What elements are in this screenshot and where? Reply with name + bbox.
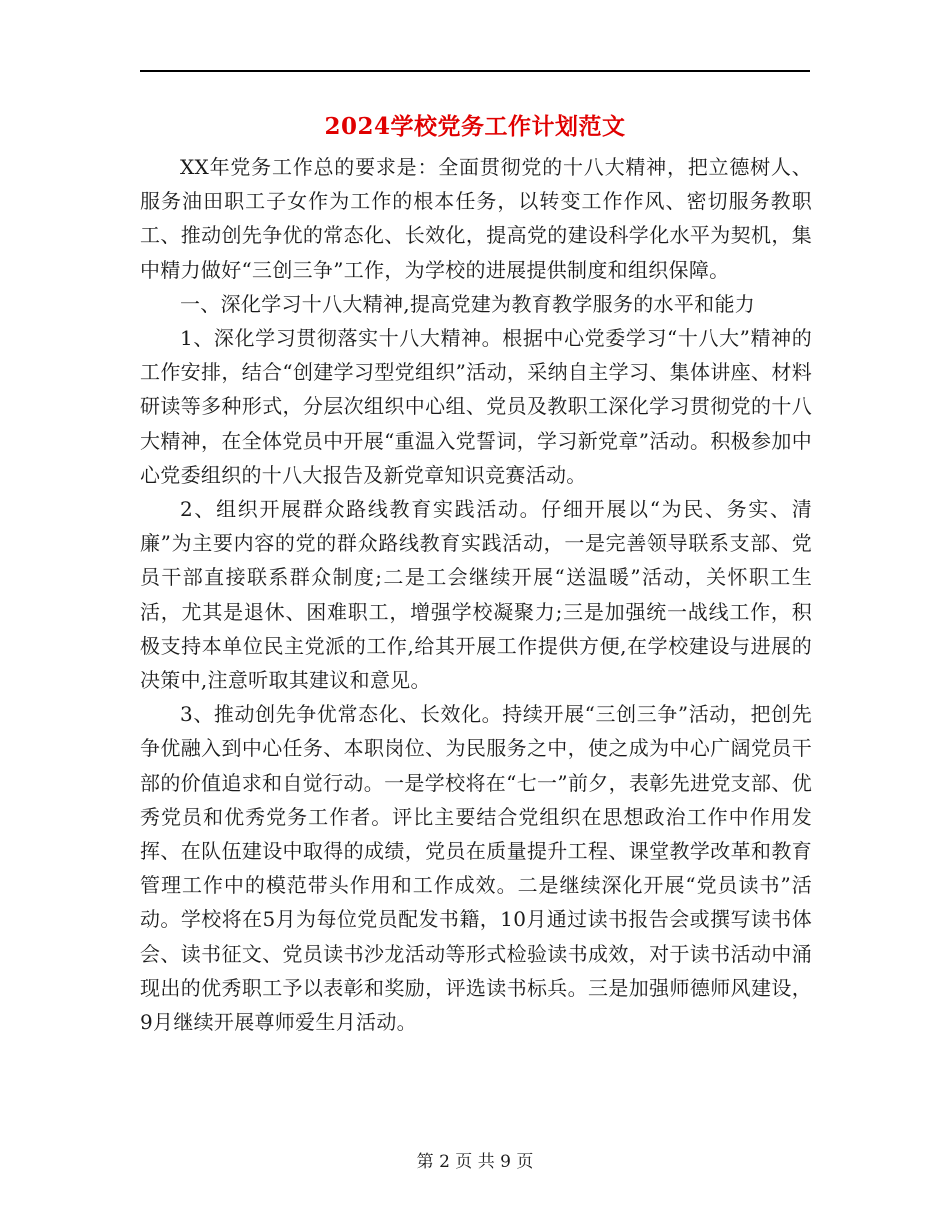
section-heading-1: 一、深化学习十八大精神,提高党建为教育教学服务的水平和能力	[180, 291, 756, 316]
page-number-footer: 第 2 页 共 9 页	[416, 1152, 534, 1172]
paragraph-item-3: 3、推动创先争优常态化、长效化。持续开展“三创三争”活动，把创先争优融入到中心任务、本职岗位、为民服务之中，使之成为中心广阔党员干部的价值追求和自觉行动。一是学校将在“七一”前夕，表彰先进党支部、优秀党员和优秀党务工作者。评比主要结合党组织在思想政治工作中作用发挥、在队伍建设中取得的成绩，党员在质量提升工程、课堂教学改革和教育管理工作中的模范带头作用和工作成效。二是继续深化开展“党员读书”活动。学校将在5月为每位党员配发书籍，10月通过读书报告会或撰写读书体会、读书征文、党员读书沙龙活动等形式检验读书成效，对于读书活动中涌现出的优秀职工予以表彰和奖励，评选读书标兵。三是加强师德师风建设，9月继续开展尊师爱生月活动。	[140, 702, 812, 1035]
document-body	[140, 150, 812, 1039]
paragraph-item-1: 1、深化学习贯彻落实十八大精神。根据中心党委学习“十八大”精神的工作安排，结合“创建学习型党组织”活动，采纳自主学习、集体讲座、材料研读等多种形式，分层次组织中心组、党员及教职工深化学习贯彻党的十八大精神，在全体党员中开展“重温入党誓词，学习新党章”活动。积极参加中心党委组织的十八大报告及新党章知识竞赛活动。	[140, 326, 812, 487]
paragraph-intro: XX年党务工作总的要求是：全面贯彻党的十八大精神，把立德树人、服务油田职工子女作为工作的根本任务，以转变工作作风、密切服务教职工、推动创先争优的常态化、长效化，提高党的建设科学化水平为契机，集中精力做好“三创三争”工作，为学校的进展提供制度和组织保障。	[140, 155, 812, 282]
paragraph-item-2: 2、组织开展群众路线教育实践活动。仔细开展以“为民、务实、清廉”为主要内容的党的群众路线教育实践活动，一是完善领导联系支部、党员干部直接联系群众制度;二是工会继续开展“送温暖”活动，关怀职工生活，尤其是退休、困难职工，增强学校凝聚力;三是加强统一战线工作，积极支持本单位民主党派的工作,给其开展工作提供方便,在学校建设与进展的决策中,注意听取其建议和意见。	[140, 497, 812, 693]
header-rule	[140, 70, 810, 72]
document-title: 2024学校党务工作计划范文	[324, 113, 626, 140]
